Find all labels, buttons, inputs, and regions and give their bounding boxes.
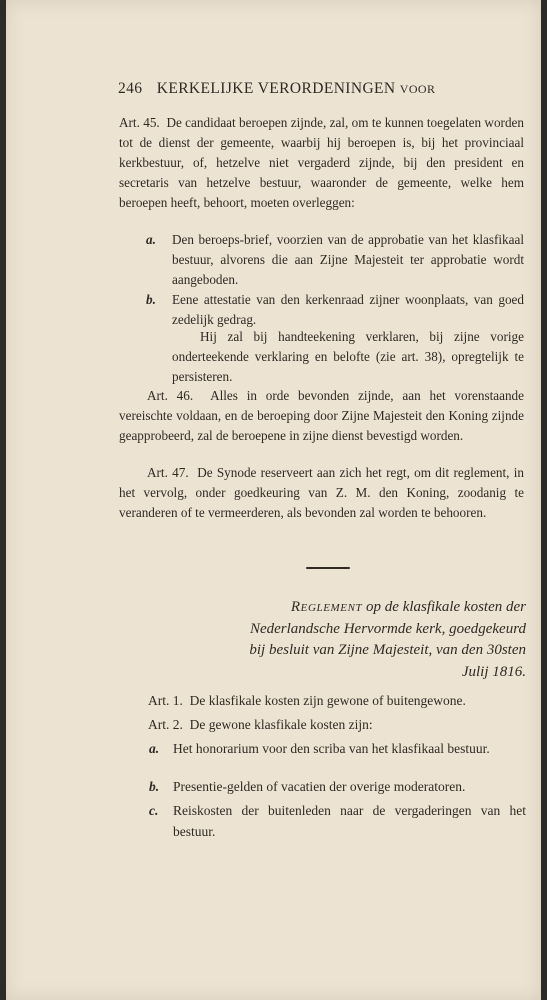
item-text: Den beroeps-brief, voorzien van de approbatie van het klasfikaal bestuur, alvorens die aan Zijne Majesteit ter approbatie wordt aangeboden.: [172, 232, 524, 287]
item-text: Het honorarium voor den scriba van het klasfikaal bestuur.: [173, 741, 490, 756]
article-47: [119, 463, 524, 523]
reglement-title: [236, 597, 526, 683]
reglement-item-b: [149, 776, 526, 797]
article-label: Art. 1.: [148, 693, 183, 708]
reglement-item-a: [149, 738, 526, 759]
article-label: Art. 47.: [147, 465, 189, 480]
item-marker: a.: [149, 741, 160, 756]
article-label: Art. 46.: [147, 388, 194, 403]
book-page: [6, 0, 541, 1000]
article-45-item-b: [146, 290, 524, 330]
item-marker: b.: [146, 292, 156, 307]
article-46: [119, 386, 524, 446]
reglement-title-lead: Reglement: [290, 599, 363, 615]
item-text: Presentie-gelden of vacatien der overige moderatoren.: [173, 779, 466, 794]
article-text: De gewone klasfikale kosten zijn:: [189, 717, 373, 732]
reglement-article-2: [148, 714, 526, 735]
item-marker: b.: [149, 779, 160, 794]
article-text: De Synode reserveert aan zich het regt, om dit reglement, in het vervolg, onder goedkeuring van Z. M. den Koning, zoodanig te veranderen of te vermeerderen, als bevonden zal worden te behooren.: [119, 465, 524, 520]
reglement-article-1: [148, 690, 526, 711]
article-text: Alles in orde bevonden zijnde, aan het vorenstaande vereischte voldaan, en de beroeping door Zijne Majesteit den Koning zijnde geapprobeerd, zal de beroepene in zijne dienst bevestigd worden.: [119, 388, 524, 443]
running-title-tail: VOOR: [399, 82, 436, 96]
item-text: Reiskosten der buitenleden naar de vergaderingen van het bestuur.: [173, 803, 526, 839]
article-45-item-a: [146, 230, 524, 290]
item-text: Eene attestatie van den kerkenraad zijner woonplaats, van goed zedelijk gedrag.: [172, 292, 524, 327]
reglement-title-rest: op de klasfikale kosten der Nederlandsche Hervormde kerk, goedgekeurd bij besluit van Zijne Majesteit, van den 30sten Julij 1816.: [249, 599, 526, 680]
reglement-item-c: [149, 800, 526, 842]
note-text: Hij zal bij handteekening verklaren, bij zijne vorige onderteekende verklaring en belofte (zie art. 38), opregtelijk te persisteren.: [172, 329, 524, 384]
page-number: 246: [118, 80, 143, 97]
article-45: [119, 113, 524, 213]
article-label: Art. 2.: [148, 717, 183, 732]
article-label: Art. 45.: [119, 115, 160, 130]
section-divider: [306, 567, 350, 569]
item-marker: c.: [149, 803, 159, 818]
article-text: De candidaat beroepen zijnde, zal, om te kunnen toegelaten worden tot de dienst der gemeente, waarbij hij beroepen is, bij het provinciaal kerkbestuur, of, hetzelve niet vergaderd zijnde, bij den president en secretaris van hetzelve bestuur, waaronder de gemeente, welke hem beroepen heeft, behoort, moeten overleggen:: [119, 115, 524, 210]
item-marker: a.: [146, 232, 156, 247]
article-45-note: [172, 327, 524, 387]
running-header: [118, 80, 478, 98]
running-title: KERKELIJKE VERORDENINGEN: [156, 80, 396, 97]
article-text: De klasfikale kosten zijn gewone of buitengewone.: [189, 693, 466, 708]
